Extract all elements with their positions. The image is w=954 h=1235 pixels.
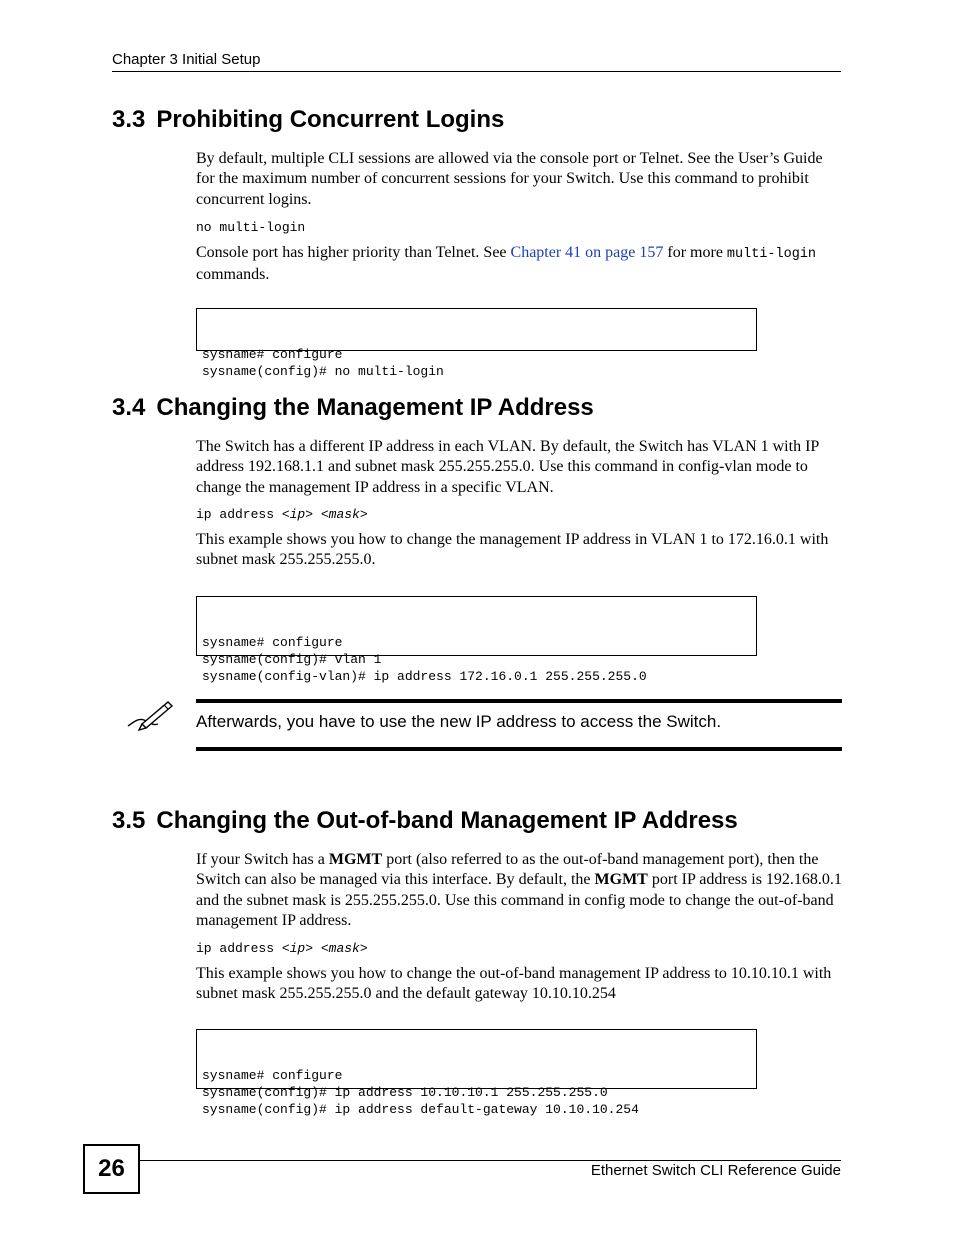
syntax-arg: ip [289, 941, 306, 956]
inline-command: multi-login [726, 247, 817, 262]
section-title: Changing the Management IP Address [156, 394, 594, 421]
section-3-5-syntax [196, 941, 368, 957]
chapter-41-link[interactable]: Chapter 41 on page 157 [510, 244, 664, 261]
syntax-part: > [359, 941, 368, 956]
guide-title: Ethernet Switch CLI Reference Guide [590, 1162, 841, 1179]
mgmt-term: MGMT [594, 871, 648, 889]
section-3-5-followup: This example shows you how to change the out-of-band management IP address to 10.10.10.1 with subnet mask 255.255.255.0 and the default gateway 10.10.10.254 [196, 965, 832, 1003]
section-3-5-intro [196, 850, 844, 932]
syntax-arg: ip [289, 507, 306, 522]
syntax-arg: mask [328, 507, 360, 522]
section-number: 3.5 [112, 807, 146, 834]
syntax-part: > < [305, 507, 329, 522]
syntax-part: ip address < [196, 507, 290, 522]
code-line: sysname# configure [202, 635, 343, 650]
section-title: Prohibiting Concurrent Logins [156, 106, 505, 133]
section-3-3-followup [196, 243, 844, 286]
footer-rule [140, 1160, 841, 1161]
code-example-3-3 [196, 308, 757, 379]
section-3-4-syntax [196, 507, 368, 523]
section-heading-3-5 [112, 807, 738, 835]
followup-text: for more [663, 244, 727, 261]
section-title: Changing the Out-of-band Management IP Address [156, 807, 738, 834]
intro-text: port IP address is 192.168.0.1 and the subnet mask is 255.255.255.0. Use this command in config mode to change the out-of-band management IP address. [196, 871, 842, 930]
code-example-3-4 [196, 596, 757, 684]
section-heading-3-3 [112, 106, 504, 134]
intro-text: port (also referred to as the out-of-band management port), then the Switch can also be managed via this interface. By default, the [196, 851, 819, 889]
section-3-4-followup: This example shows you how to change the management IP address in VLAN 1 to 172.16.0.1 with subnet mask 255.255.255.0. [196, 531, 829, 569]
code-line: sysname(config)# vlan 1 [202, 652, 382, 667]
note-top-rule [196, 699, 842, 703]
code-line: sysname# configure [202, 347, 343, 362]
intro-text: If your Switch has a [196, 851, 329, 868]
section-number: 3.3 [112, 106, 146, 133]
note-text: Afterwards, you have to use the new IP address to access the Switch. [196, 712, 722, 731]
syntax-part: ip address < [196, 941, 290, 956]
code-example-3-5 [196, 1029, 757, 1117]
header-rule [112, 71, 841, 72]
page-number: 26 [83, 1144, 140, 1194]
followup-text: Console port has higher priority than Telnet. See [196, 244, 511, 261]
code-line: sysname# configure [202, 1068, 343, 1083]
syntax-arg: mask [328, 941, 360, 956]
code-line: sysname(config)# ip address 10.10.10.1 255.255.255.0 [202, 1085, 608, 1100]
followup-text: commands. [196, 266, 270, 284]
pen-note-icon [124, 696, 174, 732]
section-number: 3.4 [112, 394, 146, 421]
note-bottom-rule [196, 747, 842, 751]
syntax-part: > [359, 507, 368, 522]
code-line: sysname(config)# no multi-login [202, 364, 444, 379]
code-line: sysname(config-vlan)# ip address 172.16.0.1 255.255.255.0 [202, 669, 647, 684]
section-3-4-intro: The Switch has a different IP address in each VLAN. By default, the Switch has VLAN 1 with IP address 192.168.1.1 and subnet mask 255.255.255.0. Use this command in config-vlan mode to change the management IP address in a specific VLAN. [196, 438, 819, 496]
section-heading-3-4 [112, 394, 594, 422]
syntax-part: > < [305, 941, 329, 956]
mgmt-term: MGMT [328, 851, 383, 868]
code-line: sysname(config)# ip address default-gateway 10.10.10.254 [202, 1102, 639, 1117]
section-3-3-intro: By default, multiple CLI sessions are allowed via the console port or Telnet. See the User’s Guide for the maximum number of concurrent sessions for your Switch. Use this command to prohibit concurrent logins. [196, 150, 823, 208]
section-3-3-syntax: no multi-login [196, 220, 306, 235]
running-header: Chapter 3 Initial Setup [112, 51, 261, 68]
